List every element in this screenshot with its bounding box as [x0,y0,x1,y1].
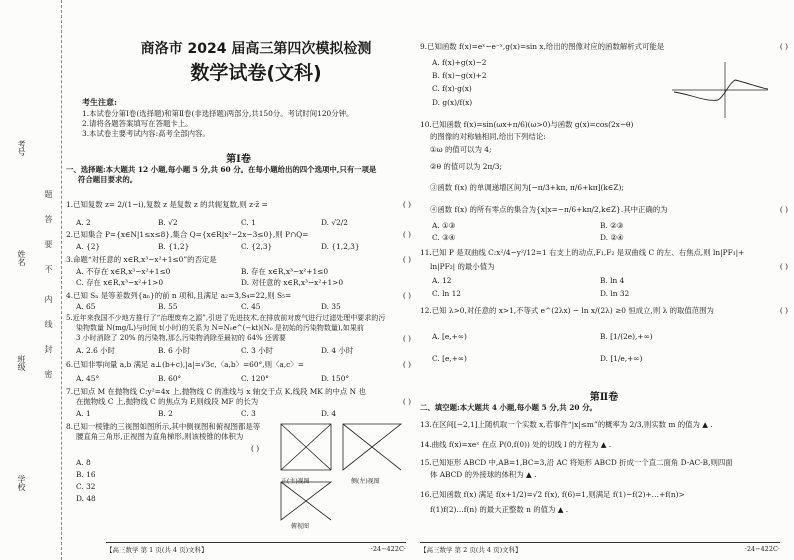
option: C. 3 [241,409,256,418]
option: D. {1,2,3} [321,242,360,251]
question-14: 14.曲线 f(x)=xeˣ 在点 P(0,f(0)) 处的切线 l 的方程为 ▲ . [420,440,612,449]
front-view-label: 正(主)视图 [281,478,310,485]
statement: ④函数 f(x) 的所有零点的集合为{x|x=−π/6+kπ/2,k∈Z}.其中正确的为 [430,205,668,214]
answer-bracket: ( ) [402,291,411,300]
option: C. 3 小时 [241,346,273,355]
notice-item: 3.本试卷主要考试内容:高考全部内容。 [82,129,210,138]
top-view-label: 俯视图 [291,523,310,530]
seal-char: 封 [44,345,53,353]
option: A. 1 [76,409,91,418]
part2-heading: 第Ⅱ卷 [589,392,619,403]
question-5-cont: 染物数量 N(mg/L)与时间 t(小时)的关系为 N=N₀e^(−kt)(N₀ 是初始的污染物数量),如果前 [76,324,364,332]
question-8-cont: 腰直角三角形,正视图为直角梯形,则该棱锥的体积为 [76,432,244,441]
option: A. 不存在 x∈R,x³−x²+1≤0 [76,267,171,276]
question-12: 12.已知 λ>0,对任意的 x>1,不等式 e^(2λx) − ln x/(2λ) ≥0 恒成立,则 λ 的取值范围为 [420,306,714,315]
seal-char: 答 [44,215,53,223]
right-column [420,0,788,560]
label-school: 学校 [17,475,26,491]
answer-bracket: ( ) [402,360,411,369]
option: A. 8 [76,458,91,467]
answer-bracket: ( ) [779,42,788,51]
side-view-label: 侧(左)视图 [351,478,380,485]
option: D. g(x)/f(x) [432,98,473,107]
footer-page-label: 【高三数学 第 1 页(共 4 页)文科】 [106,546,208,554]
option: D. 150° [321,374,350,383]
function-graph [670,60,770,120]
question-4: 4.已知 Sₙ 是等差数列{aₙ}的前 n 项和,且满足 a₂=3,S₄=22,则 S₅= [66,291,292,300]
seal-char: 不 [44,265,53,273]
part1-heading: 第Ⅰ卷 [226,154,251,165]
option: B. [1/(2e),+∞) [600,332,653,341]
statement: ②θ 的值可以为 2π/3; [430,162,502,171]
seal-char: 要 [44,240,53,248]
option: C. 存在 x∈R,x³−x²+1>0 [76,278,164,287]
question-7-cont: 在抛物线 C 上,抛物线 C 的焦点为 F,则线段 MF 的长为 [76,397,259,406]
option: A. 2.6 小时 [76,346,115,355]
option: C. {2,3} [241,242,273,251]
notice-heading: 考生注意: [82,97,117,107]
option: B. 16 [76,470,96,479]
footer-code: ·24−422C· [370,545,406,553]
part2-instruction: 二、填空题:本大题共 4 小题,每小题 5 分,共 20 分。 [420,403,597,412]
seal-char: 密 [44,370,53,378]
option: D. 35 [321,302,341,311]
option: D. [1/e,+∞) [600,354,643,363]
question-5: 5.近年来我国不少地方推行了“治理废弃之源”,引进了先进技术,在排放前对废气进行过滤处理中要求的污 [66,314,386,322]
option: A. 45° [76,374,100,383]
exam-title: 商洛市 2024 届高三第四次模拟检测 [140,41,372,57]
question-16-cont: f(1)f(2)…f(n) 的最大正整数 n 的值为 ▲ . [430,505,569,514]
answer-bracket: ( ) [779,306,788,315]
label-class: 班级 [17,355,26,371]
option: D. 4 [321,409,337,418]
option: B. 2 [158,409,173,418]
three-views-figure [271,420,411,530]
option: B. f(x)−g(x)+2 [432,71,487,80]
option: C. 32 [76,482,96,491]
question-15-cont: 体 ABCD 的外接球的体积为 ▲ . [430,470,537,479]
footer-right [420,542,780,554]
footer-page-label: 【高三数学 第 2 页(共 4 页)文科】 [420,546,522,554]
option: C. ③④ [432,233,456,242]
question-2: 2.已知集合 P={x∈N|1≤x≤8},集合 Q={x∈R|x²−2x−3≤0},则 P∩Q= [66,230,309,239]
seal-char: 内 [44,295,53,303]
question-16: 16.已知函数 f(x) 满足 f(x+1/2)=√2 f(x), f(6)=1,则满足 f(1)−f(2)+…+f(n)> [420,490,685,499]
option: D. 对任意的 x∈R,x³−x²+1>0 [241,278,344,287]
footer-code: ·24−422C· [744,545,780,553]
label-name: 姓名 [17,250,26,266]
option: C. f(x)·g(x) [432,84,472,93]
statement: ①ω 的值可以为 4; [430,145,492,154]
answer-bracket: ( ) [779,262,788,271]
statement: ③函数 f(x) 的单调递增区间为[−π/3+kπ, π/6+kπ](k∈Z); [430,183,624,192]
option: B. 6 小时 [158,346,190,355]
option: C. 45 [241,302,261,311]
question-9: 9.已知函数 f(x)=eˣ−e⁻ˣ,g(x)=sin x,给出的图像对应的函数解析式可能是 [420,42,665,51]
question-10-cont: 的图像的对称轴相同,给出下列结论: [430,132,546,141]
option: B. ln 4 [600,276,625,285]
question-11-cont: ln|PF₂| 的最小值为 [430,262,495,271]
question-7: 7.已知点 M 在抛物线 C:y²=4x 上,抛物线 C 的准线与 x 轴交于点 K,线段 MK 的中点 N 也 [66,387,366,396]
question-5-cont: 3 小时消除了 20% 的污染物,那么污染物消除至最初的 64% 还需要 [76,334,286,342]
question-3: 3.命题“对任意的 x∈R,x³−x²+1≤0”的否定是 [66,255,217,264]
option: C. [e,+∞) [432,354,467,363]
question-15: 15.已知矩形 ABCD 中,AB=1,BC=3,沿 AC 将矩形 ABCD 折成一个直二面角 D-AC-B,则四面 [420,458,733,467]
seal-char: 线 [44,320,53,328]
question-11: 11.已知 P 是双曲线 C:x²/4−y²/12=1 右支上的动点,F₁,F₂ 是双曲线 C 的左、右焦点,则 ln|PF₁|+ [420,248,745,257]
question-13: 13.在区间[−2,1]上随机取一个实数 x,若事件“|x|≤m”的概率为 2/3,则实数 m 的值为 ▲ . [420,420,713,429]
option: A. [e,+∞) [432,332,467,341]
option: D. √2/2 [321,218,348,227]
answer-bracket: ( ) [779,205,788,214]
answer-bracket: ( ) [402,255,411,264]
option: B. {1,2} [158,242,190,251]
seal-char: 题 [44,190,53,198]
answer-bracket: ( ) [402,397,411,406]
answer-bracket: ( ) [402,230,411,239]
option: B. √2 [158,218,178,227]
option: A. ①③ [432,221,456,230]
option: C. 120° [241,374,269,383]
answer-bracket: ( ) [402,334,411,343]
option: D. ②④ [600,233,624,242]
question-6: 6.已知非零向量 a,b 满足 a⊥(b+c),|a|=√3c,〈a,b〉=60°,则〈a,c〉= [66,360,304,369]
notice-item: 2.请将各题答案填写在答题卡上。 [82,119,193,128]
binding-margin [0,0,62,560]
option: A. {2} [76,242,101,251]
option: B. 存在 x∈R,x³−x²+1≤0 [241,267,329,276]
option: A. 12 [432,276,452,285]
question-1: 1.已知复数 z= 2/(1−i),复数 z 是复数 z 的共轭复数,则 z·z̄ = [66,200,268,209]
option: B. 60° [158,374,182,383]
option: D. ln 32 [600,289,630,298]
footer-left [106,542,406,554]
answer-bracket: ( ) [402,200,411,209]
answer-bracket: ( ) [251,444,260,453]
question-8: 8.已知一棱锥的三视图如图所示,其中侧视图和俯视图都是等 [66,422,261,431]
left-column [66,0,411,560]
option: B. ②③ [600,221,624,230]
part1-instruction: 一、选择题:本大题共 12 小题,每小题 5 分,共 60 分。在每小题给出的四个选项中,只有一项是 [66,165,377,174]
option: A. 2 [76,218,91,227]
exam-subtitle: 数学试卷(文科) [190,62,322,84]
label-exam-number: 考号 [17,140,26,156]
option: D. 48 [76,494,96,503]
part1-instruction: 符合题目要求的。 [78,175,138,184]
option: D. 4 小时 [321,346,354,355]
option: A. f(x)+g(x)−2 [432,58,487,67]
option: C. ln 12 [432,289,461,298]
option: C. 1 [241,218,256,227]
question-10: 10.已知函数 f(x)=sin(ωx+π/6)(ω>0)与函数 g(x)=cos(2x−θ) [420,120,634,129]
option: A. 65 [76,302,96,311]
notice-item: 1.本试卷分第Ⅰ卷(选择题)和第Ⅱ卷(非选择题)两部分,共150分。考试时间120分钟。 [82,109,354,118]
option: B. 55 [158,302,178,311]
